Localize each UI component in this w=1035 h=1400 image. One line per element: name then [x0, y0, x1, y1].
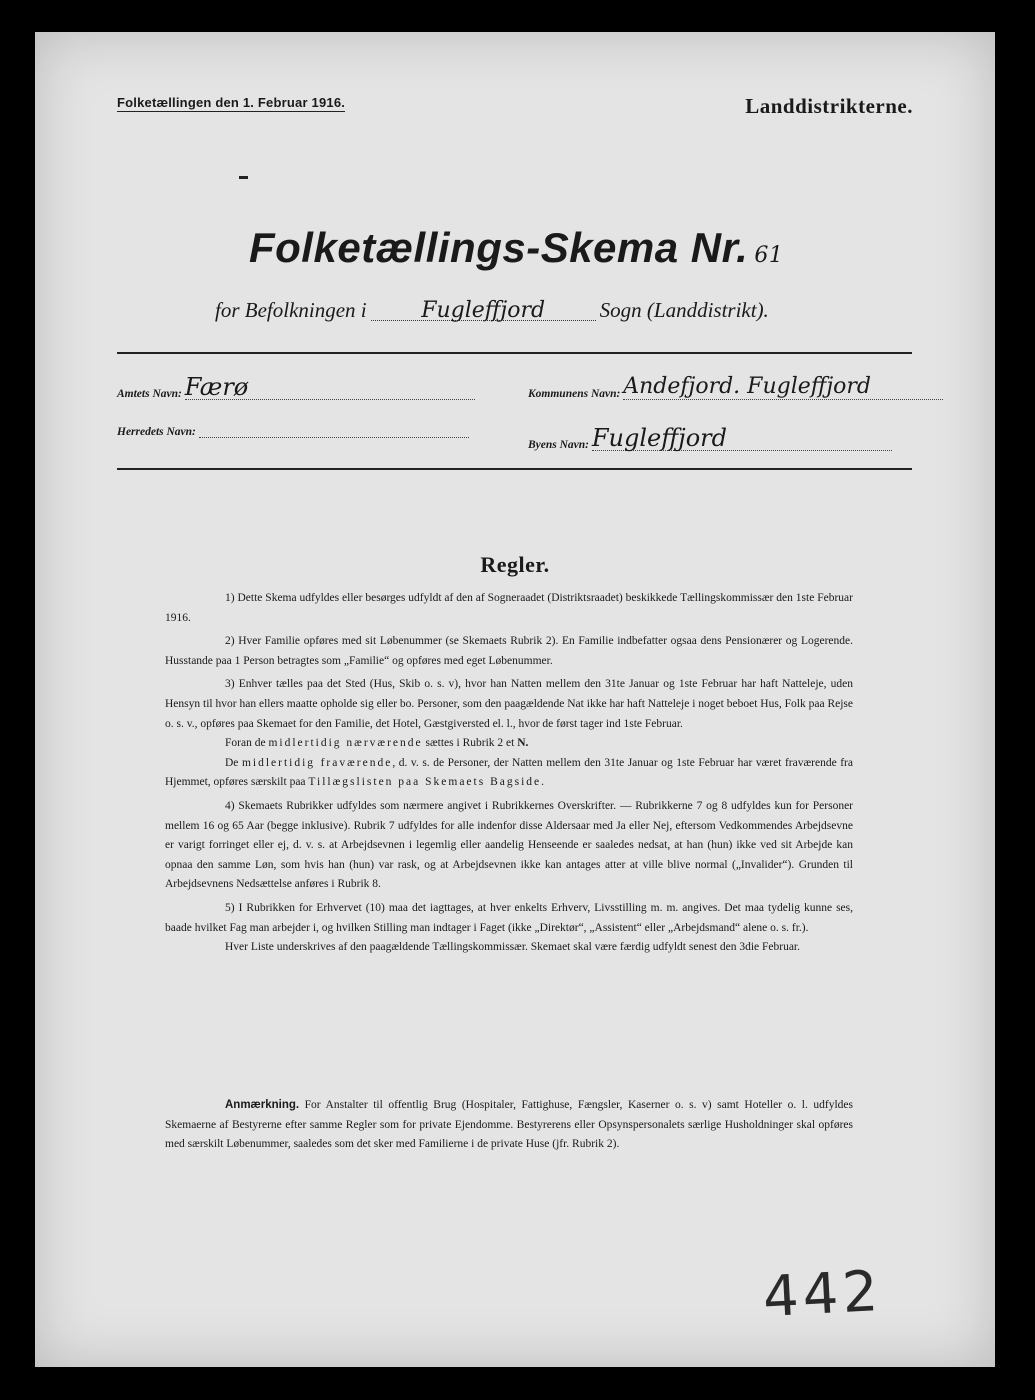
district-type-header: Landdistrikterne.	[745, 94, 913, 118]
by-label: Byens Navn:	[528, 439, 590, 451]
herred-label: Herredets Navn:	[117, 426, 196, 438]
divider-bottom	[117, 468, 912, 470]
ink-mark	[239, 176, 248, 179]
kommune-value-handwritten: Andefjord. Fugleffjord	[623, 375, 943, 400]
rule-3-present-b: sættes i Rubrik 2 et	[422, 737, 518, 750]
divider-top	[117, 352, 912, 354]
amt-value-handwritten: Færø	[185, 375, 475, 400]
rules-heading: Regler.	[480, 552, 550, 577]
rule-5: 5) I Rubrikken for Erhvervet (10) maa det iagttages, at hver enkelts Erhverv, Livsstilling m. m. angives. Det maa tydelig kunne ses, baade hvilket Fag man arbejder i, og hvilken Stilling man indtager i Faget (ikke „Direktør“, „Assistent“ eller „Arbejdsmand“ alene o. s. fr.).	[165, 901, 853, 934]
rule-3-absent-b: , d. v. s. de Personer, der Natten mellem den 31te Januar og 1ste Februar har været fraværende fra Hjemmet, opføres særskilt paa	[165, 756, 853, 789]
rule-3-absent-spaced-2: Tillægslisten paa Skemaets Bagside.	[308, 776, 547, 789]
remark-label: Anmærkning.	[225, 1099, 300, 1111]
kommune-field	[528, 375, 943, 400]
form-number-handwritten: 61	[754, 243, 784, 268]
rule-6: Hver Liste underskrives af den paagældende Tællingskommissær. Skemaet skal være færdig udfyldt senest den 3die Februar.	[225, 941, 800, 954]
census-form-page	[35, 32, 995, 1367]
remark	[165, 1096, 853, 1155]
rule-3-present-a: Foran de	[225, 737, 269, 750]
rules-body	[165, 589, 853, 962]
rule-3: 3) Enhver tælles paa det Sted (Hus, Skib o. s. v), hvor han Natten mellem den 31te Januar og 1ste Februar har haft Natteleje, uden Hensyn til hvor han ellers maatte opholde sig eller bo. Personer, som den paagældende Nat ikke har haft Natteleje i noget beboet Hus, Folk paa Rejse o. s. v., opføres paa Skemaet for den Familie, det Hotel, Gæstgiversted el. l., hvor de først tager ind 1ste Februar.	[165, 678, 853, 730]
rule-3-present-n: N.	[517, 737, 529, 750]
parish-prefix: for Befolkningen i	[215, 298, 367, 322]
amt-field	[117, 375, 475, 400]
rule-3-present	[165, 734, 853, 754]
rule-2: 2) Hver Familie opføres med sit Løbenummer (se Skemaets Rubrik 2). En Familie indbefatter ogsaa dens Pensionærer og Logerende. Husstande paa 1 Person betragtes som „Familie“ og opføres med eget Løbenummer.	[165, 635, 853, 667]
rule-3-absent	[165, 754, 853, 793]
herred-field	[117, 426, 469, 438]
rule-3-absent-spaced: midlertidig fraværende	[241, 756, 393, 769]
rule-3-absent-a: De	[225, 756, 242, 769]
amt-label: Amtets Navn:	[117, 388, 182, 400]
kommune-label: Kommunens Navn:	[528, 388, 621, 400]
herred-value	[199, 437, 469, 438]
parish-value-handwritten: Fugleffjord	[371, 302, 596, 321]
by-value-handwritten: Fugleffjord	[592, 426, 892, 451]
rule-4: 4) Skemaets Rubrikker udfyldes som nærmere angivet i Rubrikkernes Overskrifter. — Rubrikkerne 7 og 8 udfyldes kun for Personer mellem 16 og 65 Aar (begge inklusive). Rubrik 7 udfyldes for alle indenfor disse Aldersaar med Ja eller Nej, eftersom Vedkommendes Arbejdsevne er varigt forringet eller ej, d. v. s. at Arbejdsevnen i legemlig eller aandelig Henseende er saaledes nedsat, at han (hun) ikke ved sit Arbejde kan opnaa den samme Løn, som hvis han (hun) var rask, og at Arbejdsevnen ikke kan antages atter at ville blive normal („Invalider“). Grunden til Arbejdsevnens Nedsættelse anføres i Rubrik 8.	[165, 799, 853, 891]
parish-line	[215, 298, 855, 323]
parish-suffix: Sogn (Landdistrikt).	[599, 298, 769, 322]
page-number-handwritten: 442	[761, 1258, 884, 1331]
remark-paragraph	[165, 1096, 853, 1155]
rule-3-present-spaced: midlertidig nærværende	[268, 737, 423, 750]
rule-1: 1) Dette Skema udfyldes eller besørges udfyldt af den af Sogneraadet (Distriktsraadet) beskikkede Tællingskommissær den 1ste Februar 1916.	[165, 592, 853, 624]
by-field	[528, 426, 892, 451]
form-title	[249, 224, 783, 272]
remark-text: For Anstalter til offentlig Brug (Hospitaler, Fattighuse, Fængsler, Kaserner o. s. v) samt Hoteller o. l. udfyldes Skemaerne af Bestyrerne efter samme Regler som for private Ejendomme. Bestyrerens eller Opsynspersonalets særlige Husholdninger skal opføres med særskilt Løbenummer, saaledes som det sker med Familierne i de private Huse (jfr. Rubrik 2).	[165, 1099, 853, 1151]
form-title-text: Folketællings-Skema Nr.	[249, 224, 749, 271]
census-date-header: Folketællingen den 1. Februar 1916.	[117, 95, 346, 110]
